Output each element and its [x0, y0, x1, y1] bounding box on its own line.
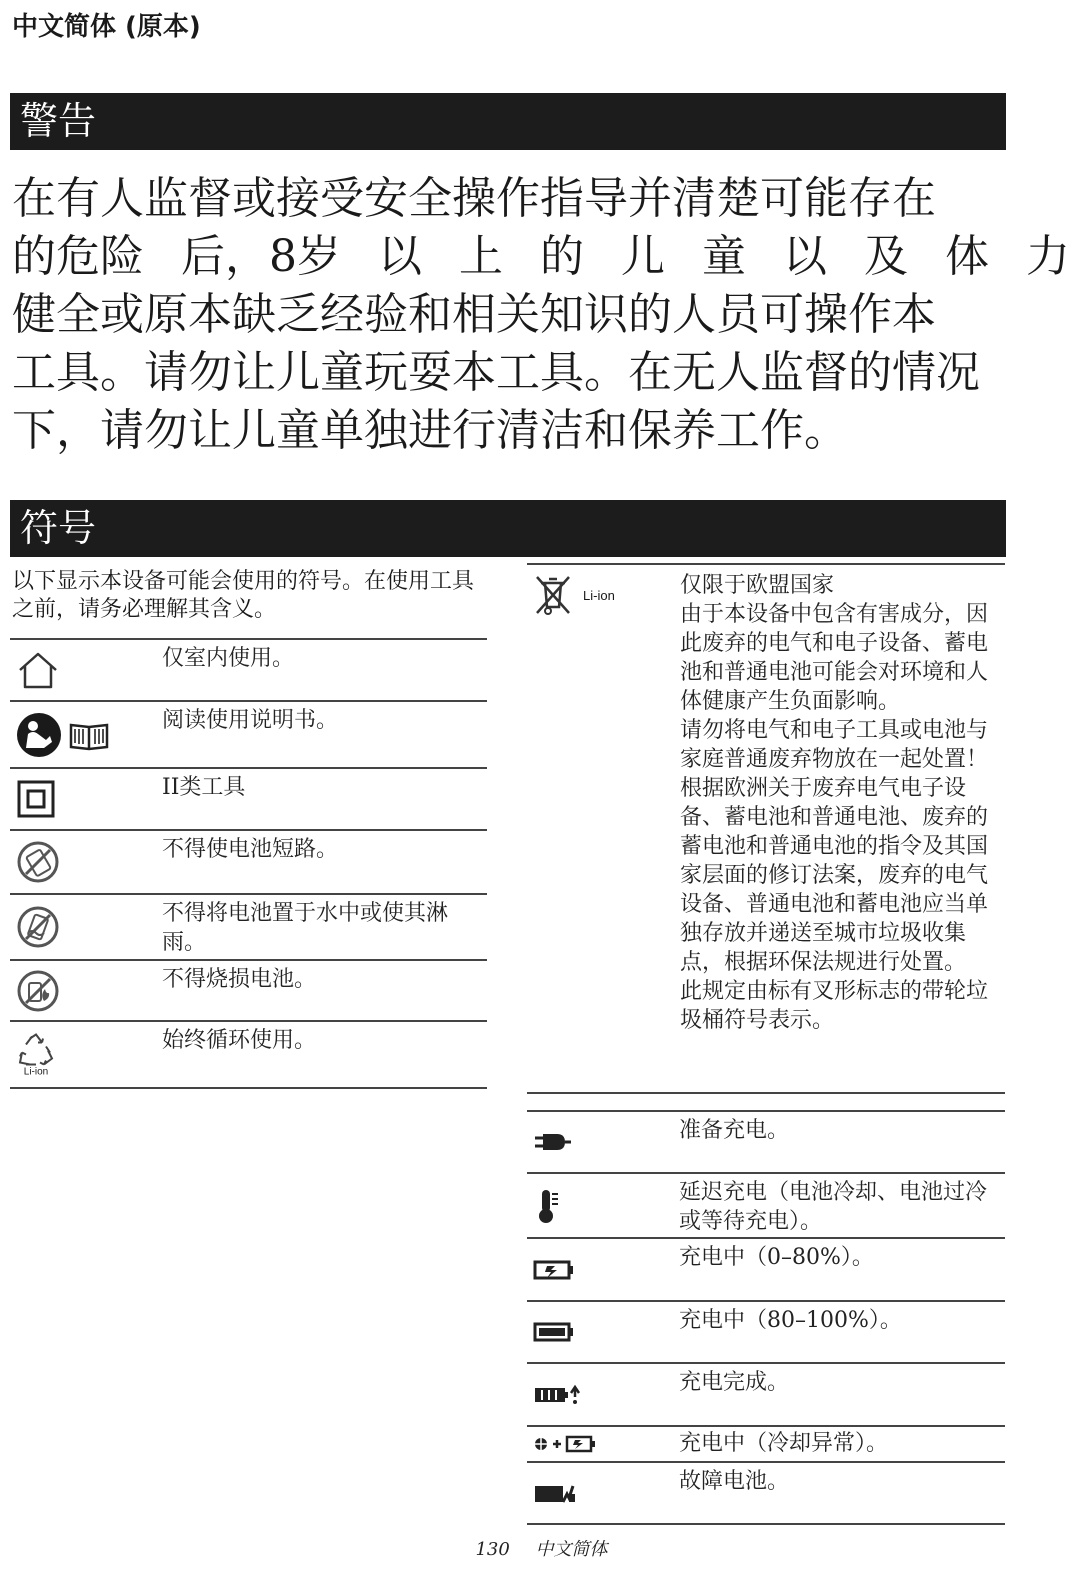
symbol-text: 充电中（冷却异常）。: [679, 1431, 889, 1456]
warning-text: [12, 170, 1072, 460]
symbol-text: 不得将电池置于水中或使其淋雨。: [162, 901, 449, 955]
plug-icon: [533, 1130, 573, 1154]
symbol-row: [527, 1110, 1005, 1172]
weee-row: [527, 563, 1005, 1092]
symbol-text: 仅室内使用。: [162, 646, 295, 671]
symbol-row: [527, 1300, 1005, 1362]
page-footer: [0, 1535, 1083, 1561]
thermometer-icon: [533, 1188, 563, 1224]
no-water-icon: [16, 905, 60, 949]
battery-full-icon: [533, 1383, 585, 1407]
warning-word: 儿: [621, 231, 665, 282]
symbol-row: [10, 829, 487, 893]
warning-line-spread: [12, 228, 1070, 286]
warning-line: 在有人监督或接受安全操作指导并清楚可能存在: [12, 173, 936, 224]
symbols-left-column: [10, 568, 487, 1089]
warning-word: 的危险: [12, 231, 144, 282]
symbols-right-column: [527, 563, 1005, 1525]
symbol-text: 阅读使用说明书。: [162, 708, 339, 733]
warning-word: 童: [702, 231, 746, 282]
symbols-title-bar: 符号: [10, 500, 1006, 557]
symbol-row: [527, 1237, 1005, 1300]
symbol-row: [10, 893, 487, 959]
page-number: 130: [475, 1539, 510, 1560]
recycle-sublabel: Li-ion: [23, 1066, 49, 1077]
warning-word: 后，8岁: [181, 231, 341, 282]
footer-language: 中文简体: [535, 1539, 608, 1560]
recycle-icon: [16, 1032, 56, 1077]
symbol-text: II类工具: [162, 775, 246, 800]
symbol-text: 充电中（80–100%）。: [679, 1308, 902, 1333]
symbol-text: 延迟充电（电池冷却、电池过冷或等待充电）。: [679, 1180, 988, 1234]
fan-battery-icon: [533, 1434, 599, 1454]
battery-charging-low-icon: [533, 1258, 575, 1282]
warning-word: 及: [864, 231, 908, 282]
divider: [527, 1092, 1005, 1110]
language-header: 中文简体 (原本): [12, 12, 201, 42]
faulty-battery-icon: [533, 1481, 577, 1505]
symbol-row: [10, 638, 487, 700]
no-fire-icon: [16, 969, 60, 1013]
warning-title-bar: 警告: [10, 93, 1006, 150]
warning-word: 上: [459, 231, 503, 282]
weee-paragraph: 请勿将电气和电子工具或电池与家庭普通废弃物放在一起处置！: [680, 718, 989, 772]
weee-label: Li-ion: [583, 587, 615, 603]
class-ii-icon: [16, 779, 56, 819]
symbols-intro: 以下显示本设备可能会使用的符号。在使用工具之前，请务必理解其含义。: [12, 569, 475, 622]
symbol-row: [10, 700, 487, 767]
symbol-row: [10, 1020, 487, 1089]
symbol-text: 准备充电。: [679, 1118, 790, 1143]
symbol-text: 充电中（0–80%）。: [679, 1245, 874, 1270]
symbol-text: 不得使电池短路。: [162, 837, 339, 862]
read-manual-icon: [16, 712, 110, 758]
warning-line: 健全或原本缺乏经验和相关知识的人员可操作本: [12, 289, 936, 340]
no-short-circuit-icon: [16, 840, 60, 884]
warning-word: 体: [945, 231, 989, 282]
symbol-text: 不得烧损电池。: [162, 967, 317, 992]
warning-line: 工具。请勿让儿童玩耍本工具。在无人监督的情况: [12, 347, 980, 398]
symbol-text: 充电完成。: [679, 1370, 790, 1395]
weee-paragraph: 此规定由标有叉形标志的带轮垃圾桶符号表示。: [680, 979, 989, 1033]
warning-word: 的: [540, 231, 584, 282]
symbol-text: 故障电池。: [679, 1469, 790, 1494]
warning-word: 以: [783, 231, 827, 282]
weee-paragraph: 由于本设备中包含有害成分，因此废弃的电气和电子设备、蓄电池和普通电池可能会对环境和人体健康产生负面影响。: [680, 602, 989, 714]
warning-word: 力: [1026, 231, 1070, 282]
weee-paragraph: 仅限于欧盟国家: [680, 573, 835, 598]
weee-paragraph: 根据欧洲关于废弃电气电子设备、蓄电池和普通电池、废弃的蓄电池和普通电池的指令及其国家层面的修订法案，废弃的电气设备、普通电池和蓄电池应当单独存放并递送至城市垃圾收集点，根据环保法规进行处置。: [680, 776, 989, 975]
weee-text: [680, 571, 1003, 1035]
symbol-row: [527, 1362, 1005, 1425]
warning-line: 下，请勿让儿童单独进行清洁和保养工作。: [12, 405, 848, 456]
symbol-row: [527, 1425, 1005, 1461]
symbol-row: [10, 767, 487, 829]
battery-charging-high-icon: [533, 1320, 575, 1344]
warning-word: 以: [378, 231, 422, 282]
symbol-row: [527, 1172, 1005, 1237]
symbol-text: 始终循环使用。: [162, 1028, 317, 1053]
crossed-bin-icon: [533, 573, 615, 617]
house-icon: [16, 650, 60, 690]
symbol-row: [527, 1461, 1005, 1525]
symbol-row: [10, 959, 487, 1020]
